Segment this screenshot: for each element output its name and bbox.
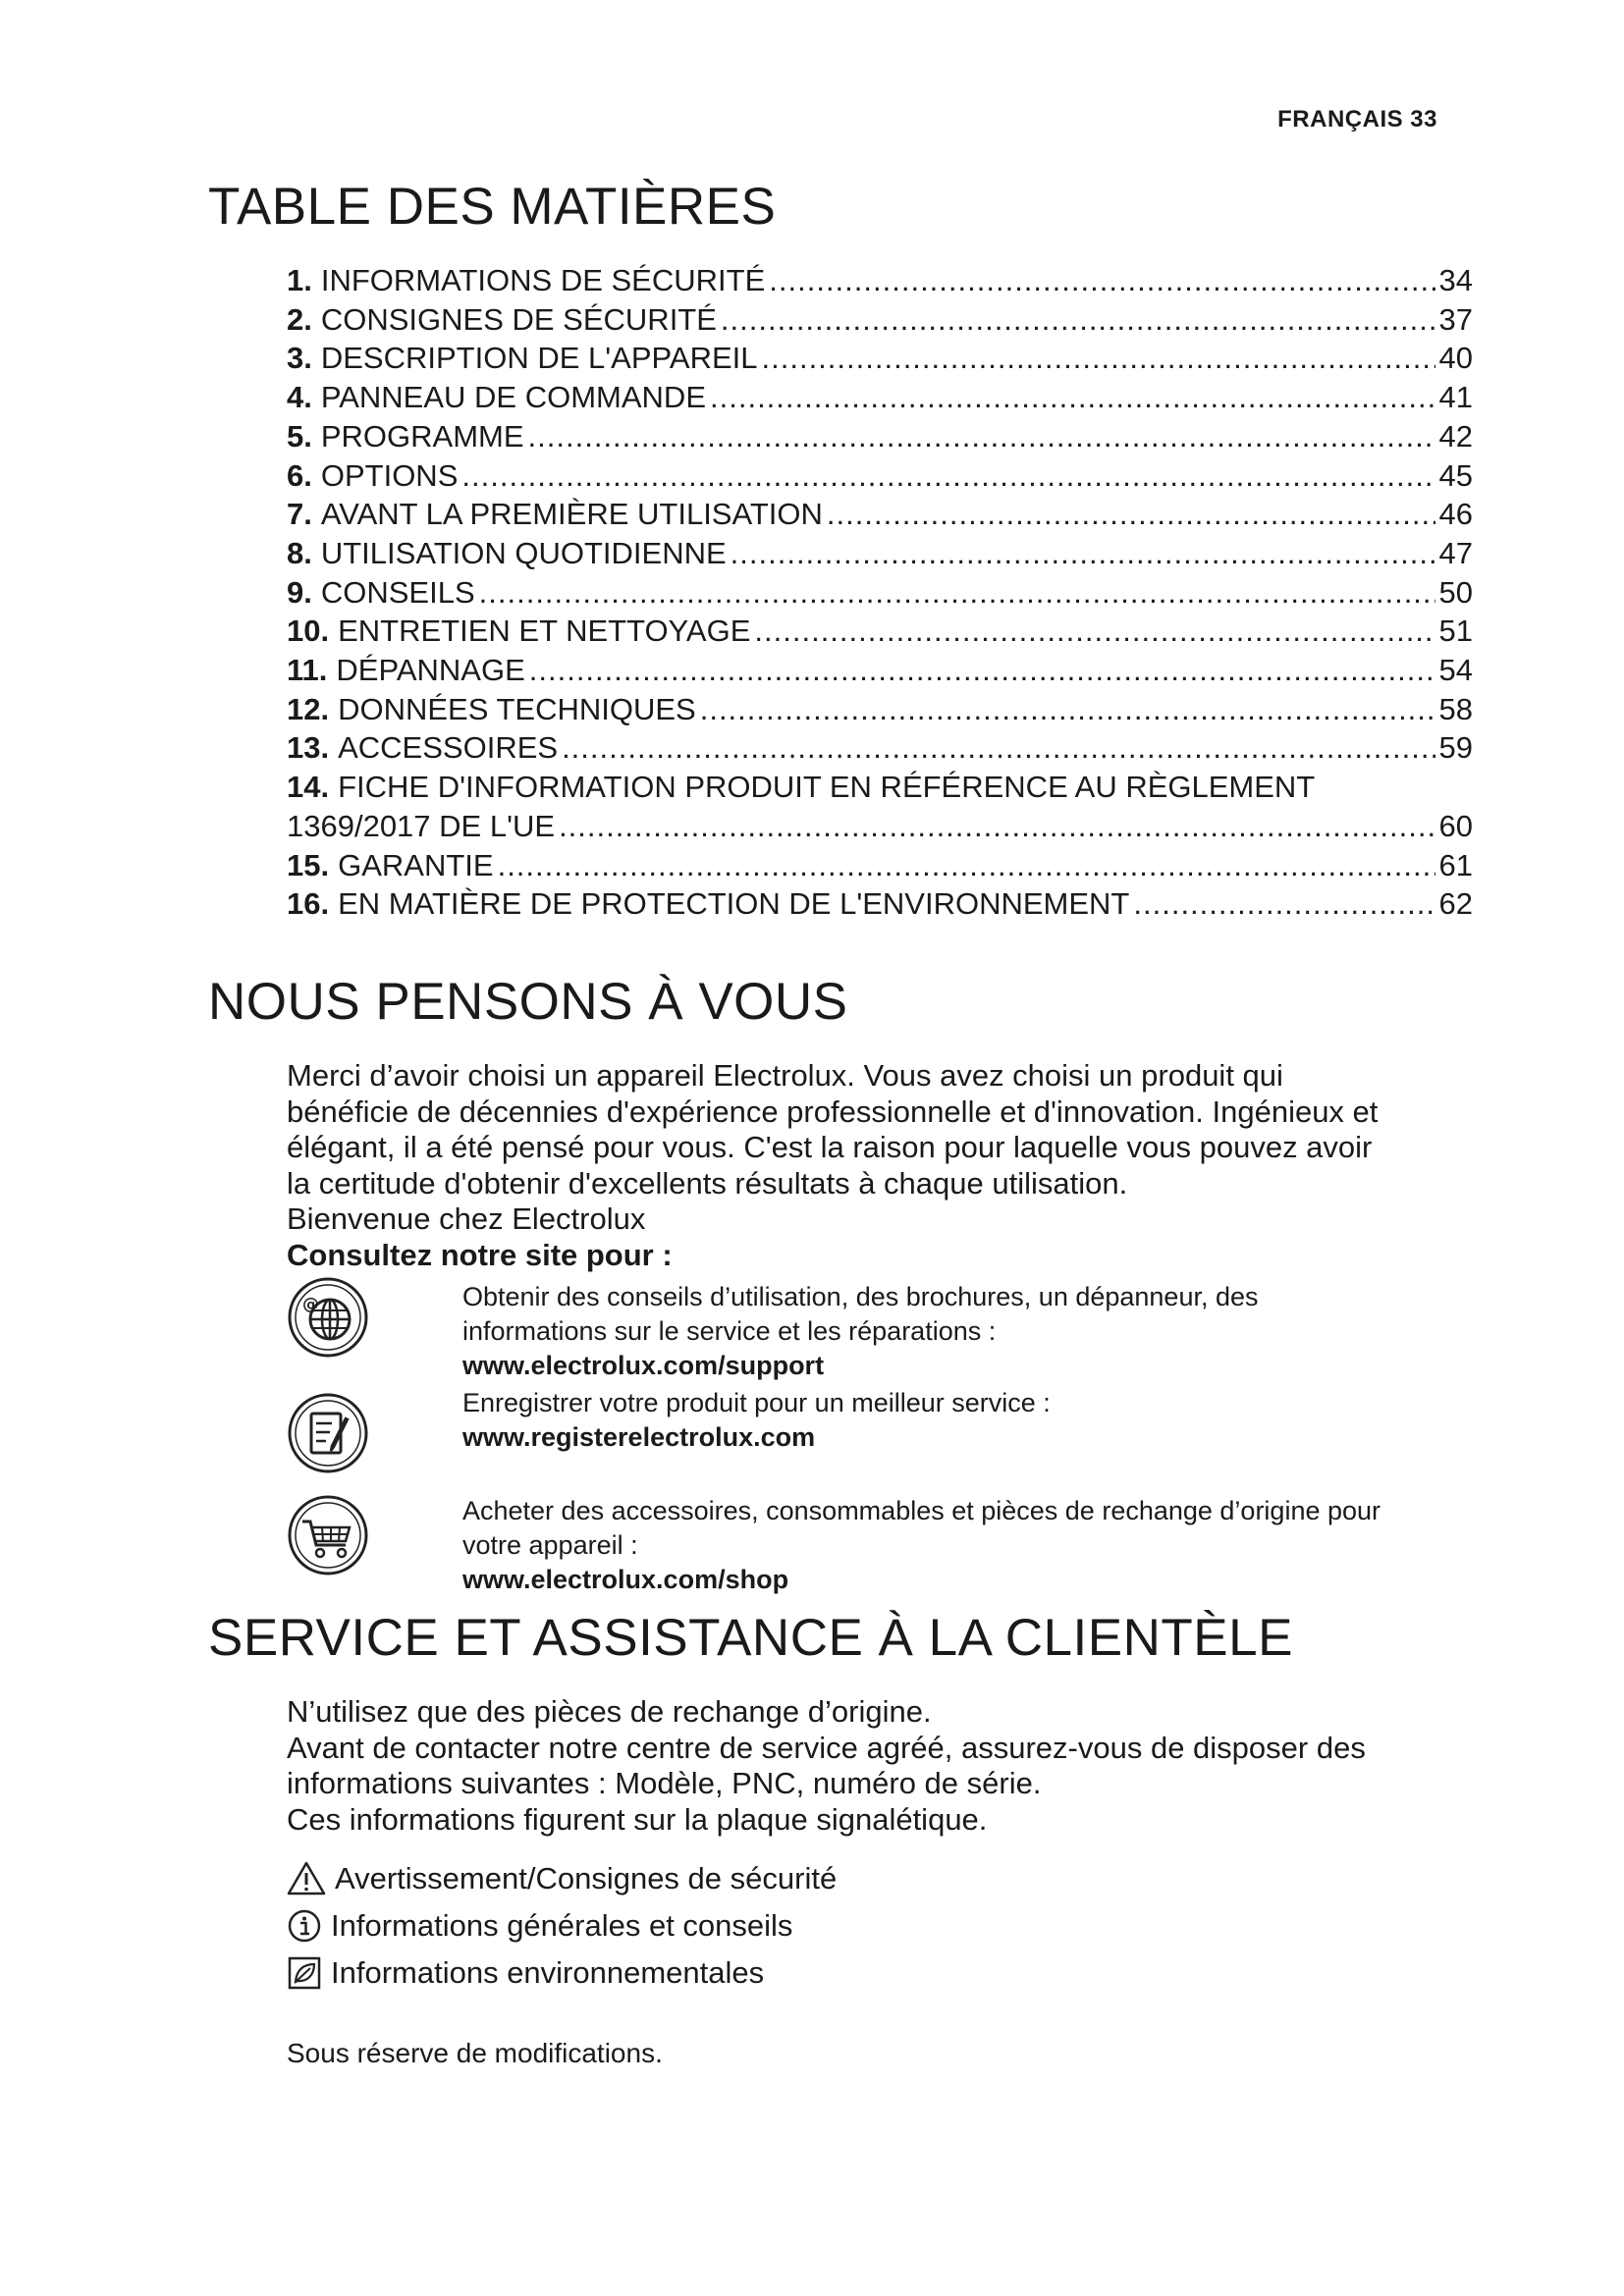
toc-dot-leader: [529, 651, 1435, 690]
shop-link[interactable]: www.electrolux.com/shop: [462, 1565, 789, 1594]
toc-item-page: 40: [1438, 341, 1473, 376]
toc-item-label: PROGRAMME: [320, 418, 524, 454]
toc-item-label: UTILISATION QUOTIDIENNE: [320, 535, 727, 570]
toc-item-label: EN MATIÈRE DE PROTECTION DE L'ENVIRONNEMENT: [338, 886, 1130, 922]
toc-item-label: CONSIGNES DE SÉCURITÉ: [320, 301, 717, 337]
toc-dot-leader: [1133, 884, 1435, 924]
toc-item-number: 13.: [287, 730, 330, 766]
toc-item-label: FICHE D'INFORMATION PRODUIT EN RÉFÉRENCE AU RÈGLEMENT: [338, 770, 1316, 805]
toc-item-page: 54: [1438, 653, 1473, 688]
toc-item-number: 12.: [287, 691, 330, 726]
toc-item-number: 4.: [287, 380, 312, 415]
toc-title: TABLE DES MATIÈRES: [208, 178, 777, 236]
toc-item-page: 45: [1438, 457, 1473, 493]
footnote: Sous réserve de modifications.: [287, 2038, 663, 2068]
toc-item[interactable]: [287, 651, 1473, 690]
toc-item-page: 51: [1438, 614, 1473, 649]
service-section: [287, 1694, 1504, 1838]
toc-item-page: 47: [1438, 535, 1473, 570]
globe-icon: [287, 1276, 369, 1359]
welcome-text-line: la certitude d'obtenir d'excellents résultats à chaque utilisation.: [287, 1165, 1128, 1201]
service-text-line: Avant de contacter notre centre de service agréé, assurez-vous de disposer des: [287, 1730, 1366, 1765]
page-header-language-page: FRANÇAIS 33: [1277, 106, 1437, 133]
toc-item-label: DESCRIPTION DE L'APPAREIL: [320, 341, 758, 376]
contact-shop-text: Acheter des accessoires, consommables et pièces de rechange d’origine pour: [462, 1496, 1381, 1525]
toc-item-number: 14.: [287, 770, 330, 805]
register-document-icon: [287, 1392, 369, 1474]
toc-item-page: 60: [1438, 808, 1473, 843]
toc-item-page: 59: [1438, 730, 1473, 766]
toc-dot-leader: [461, 456, 1435, 496]
toc-dot-leader: [479, 573, 1435, 613]
legend-info: [287, 1902, 837, 1949]
toc-dot-leader: [721, 300, 1435, 340]
toc-item-number: 5.: [287, 418, 312, 454]
toc-item-page: 37: [1438, 301, 1473, 337]
service-text-line: Ces informations figurent sur la plaque signalétique.: [287, 1801, 988, 1837]
legend-environment: [287, 1949, 837, 1997]
toc-item-label: PANNEAU DE COMMANDE: [320, 380, 706, 415]
toc-dot-leader: [710, 378, 1435, 417]
toc-item-number: 2.: [287, 301, 312, 337]
toc-item-page: 42: [1438, 418, 1473, 454]
toc-item[interactable]: [287, 728, 1473, 768]
toc-item[interactable]: [287, 417, 1473, 456]
contact-support-text: Obtenir des conseils d’utilisation, des brochures, un dépanneur, des: [462, 1282, 1259, 1311]
contact-shop-text: votre appareil :: [462, 1530, 638, 1560]
welcome-section: [287, 1058, 1485, 1273]
contact-support: [462, 1280, 1503, 1383]
toc-dot-leader: [754, 612, 1435, 651]
warning-triangle-icon: [287, 1861, 326, 1896]
info-icon: [287, 1908, 322, 1944]
toc-item-number: 9.: [287, 574, 312, 610]
support-link[interactable]: www.electrolux.com/support: [462, 1351, 825, 1380]
contact-shop: [462, 1494, 1503, 1597]
legend-warning-label: Avertissement/Consignes de sécurité: [335, 1861, 838, 1896]
toc-dot-leader: [562, 728, 1435, 768]
toc-item-number: 16.: [287, 886, 330, 922]
legend-environment-label: Informations environnementales: [331, 1955, 765, 1990]
toc-item-page: 61: [1438, 847, 1473, 882]
toc-item-number: 15.: [287, 847, 330, 882]
toc-item-number: 1.: [287, 263, 312, 297]
toc-item-label: DONNÉES TECHNIQUES: [338, 691, 696, 726]
toc-dot-leader: [498, 846, 1435, 885]
toc-dot-leader: [528, 417, 1435, 456]
toc-item-page: 34: [1438, 263, 1473, 297]
toc-item[interactable]: [287, 261, 1473, 300]
welcome-text-line: Merci d’avoir choisi un appareil Electrolux. Vous avez choisi un produit qui: [287, 1058, 1283, 1093]
service-text-line: informations suivantes : Modèle, PNC, numéro de série.: [287, 1766, 1042, 1800]
toc-item[interactable]: [287, 612, 1473, 651]
toc-item-page: 62: [1438, 886, 1473, 922]
welcome-text-line: élégant, il a été pensé pour vous. C'est la raison pour laquelle vous pouvez avoir: [287, 1130, 1373, 1164]
toc-item-label: OPTIONS: [320, 457, 459, 493]
welcome-greeting: Bienvenue chez Electrolux: [287, 1201, 646, 1236]
toc-dot-leader: [769, 261, 1435, 300]
welcome-title: NOUS PENSONS À VOUS: [208, 973, 848, 1031]
toc-item[interactable]: [287, 534, 1473, 573]
toc-item[interactable]: [287, 573, 1473, 613]
leaf-icon: [287, 1955, 322, 1991]
legend-warning: [287, 1855, 837, 1902]
symbol-legend: [287, 1855, 837, 1997]
register-link[interactable]: www.registerelectrolux.com: [462, 1422, 816, 1452]
toc-item[interactable]: [287, 846, 1473, 885]
toc-item-label: 1369/2017 DE L'UE: [287, 808, 556, 843]
svg-text:@: @: [302, 1295, 319, 1314]
toc-item-label: ENTRETIEN ET NETTOYAGE: [338, 614, 751, 649]
shopping-cart-icon: [287, 1494, 369, 1576]
toc-item[interactable]: [287, 495, 1473, 534]
toc-item-number: 6.: [287, 457, 312, 493]
legend-info-label: Informations générales et conseils: [331, 1908, 793, 1943]
toc-dot-leader: [731, 534, 1435, 573]
toc-item-label: AVANT LA PREMIÈRE UTILISATION: [320, 497, 823, 532]
contact-support-text: informations sur le service et les réparations :: [462, 1316, 997, 1346]
toc-item-continuation[interactable]: [287, 807, 1473, 846]
toc-dot-leader: [700, 690, 1435, 729]
contact-register: [462, 1386, 1503, 1455]
welcome-text-line: bénéficie de décennies d'expérience professionnelle et d'innovation. Ingénieux et: [287, 1094, 1379, 1129]
toc-item[interactable]: [287, 300, 1473, 340]
toc-item-label: ACCESSOIRES: [338, 730, 559, 766]
toc-item-number: 3.: [287, 341, 312, 376]
toc-item[interactable]: [287, 884, 1473, 924]
service-text-line: N’utilisez que des pièces de rechange d’origine.: [287, 1694, 932, 1729]
toc-item-page: 46: [1438, 497, 1473, 532]
toc-dot-leader: [827, 495, 1435, 534]
toc-item-number: 10.: [287, 614, 330, 649]
toc-item[interactable]: [287, 378, 1473, 417]
toc-dot-leader: [559, 807, 1435, 846]
toc-item[interactable]: [287, 690, 1473, 729]
toc-item-page: 50: [1438, 574, 1473, 610]
contact-register-text: Enregistrer votre produit pour un meilleur service :: [462, 1388, 1051, 1417]
toc-item-label: GARANTIE: [338, 847, 494, 882]
toc-item[interactable]: [287, 456, 1473, 496]
toc-item[interactable]: [287, 768, 1473, 807]
toc-item-number: 7.: [287, 497, 312, 532]
toc-item-label: DÉPANNAGE: [336, 653, 525, 688]
table-of-contents: [287, 261, 1473, 924]
service-title: SERVICE ET ASSISTANCE À LA CLIENTÈLE: [208, 1609, 1293, 1667]
toc-item-page: 58: [1438, 691, 1473, 726]
toc-item-page: 41: [1438, 380, 1473, 415]
toc-item-label: INFORMATIONS DE SÉCURITÉ: [320, 263, 766, 297]
visit-site-label: Consultez notre site pour :: [287, 1237, 673, 1272]
toc-item[interactable]: [287, 339, 1473, 378]
toc-item-label: CONSEILS: [320, 574, 475, 610]
toc-dot-leader: [762, 339, 1435, 378]
toc-item-number: 11.: [287, 653, 328, 688]
toc-item-number: 8.: [287, 535, 312, 570]
